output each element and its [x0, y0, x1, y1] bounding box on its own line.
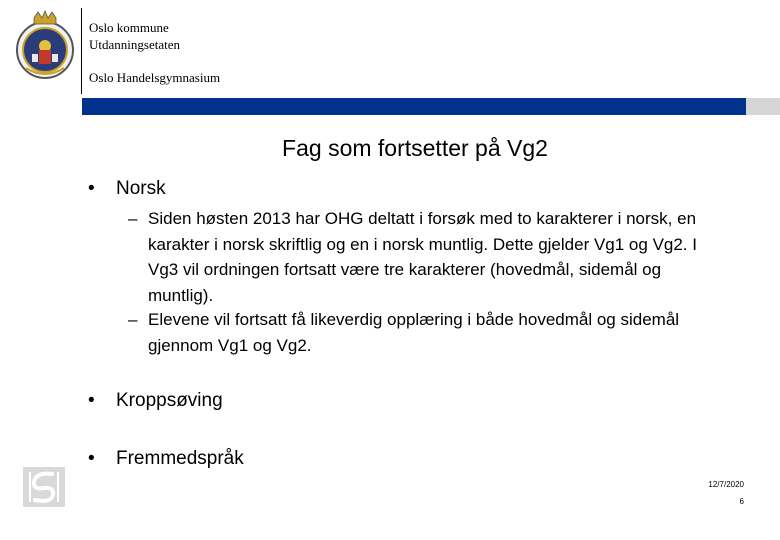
slide-title: Fag som fortsetter på Vg2	[282, 135, 548, 161]
bullet-label: Fremmedspråk	[116, 448, 244, 469]
dash-marker: –	[128, 209, 138, 228]
organization-name: Oslo kommune	[89, 20, 169, 35]
slide-date: 12/7/2020	[708, 480, 744, 489]
sub-bullet-2	[128, 307, 718, 358]
bullet-label: Norsk	[116, 178, 166, 199]
oslo-city-seal-icon	[14, 10, 76, 80]
sub-bullet-text: Siden høsten 2013 har OHG deltatt i forsøk med to karakterer i norsk, en karakter i norsk skriftlig og en i norsk muntlig. Dette gjelder Vg1 og Vg2. I Vg3 vil ordningen fortsatt være tre karakterer (hovedmål, sidemål og muntlig).	[148, 209, 697, 305]
sub-bullet-text: Elevene vil fortsatt få likeverdig opplæring i både hovedmål og sidemål gjennom Vg1 og Vg2.	[148, 310, 680, 355]
school-name: Oslo Handelsgymnasium	[89, 70, 221, 85]
bullet-dot: •	[88, 448, 95, 469]
oslo-city-logo-icon	[22, 466, 66, 508]
sub-bullet-1	[128, 206, 718, 308]
header-band-grey	[746, 98, 780, 115]
dash-marker: –	[128, 310, 138, 329]
bullet-dot: •	[88, 178, 95, 199]
header-band-blue	[82, 98, 746, 115]
bullet-label: Kroppsøving	[116, 390, 223, 411]
bullet-norsk	[88, 176, 166, 202]
page-number: 6	[739, 497, 744, 506]
bullet-dot: •	[88, 390, 95, 411]
bullet-kroppsoving	[88, 388, 223, 414]
department-name: Utdanningsetaten	[89, 37, 180, 52]
bullet-fremmedsprak	[88, 446, 244, 472]
header-divider	[81, 8, 82, 94]
